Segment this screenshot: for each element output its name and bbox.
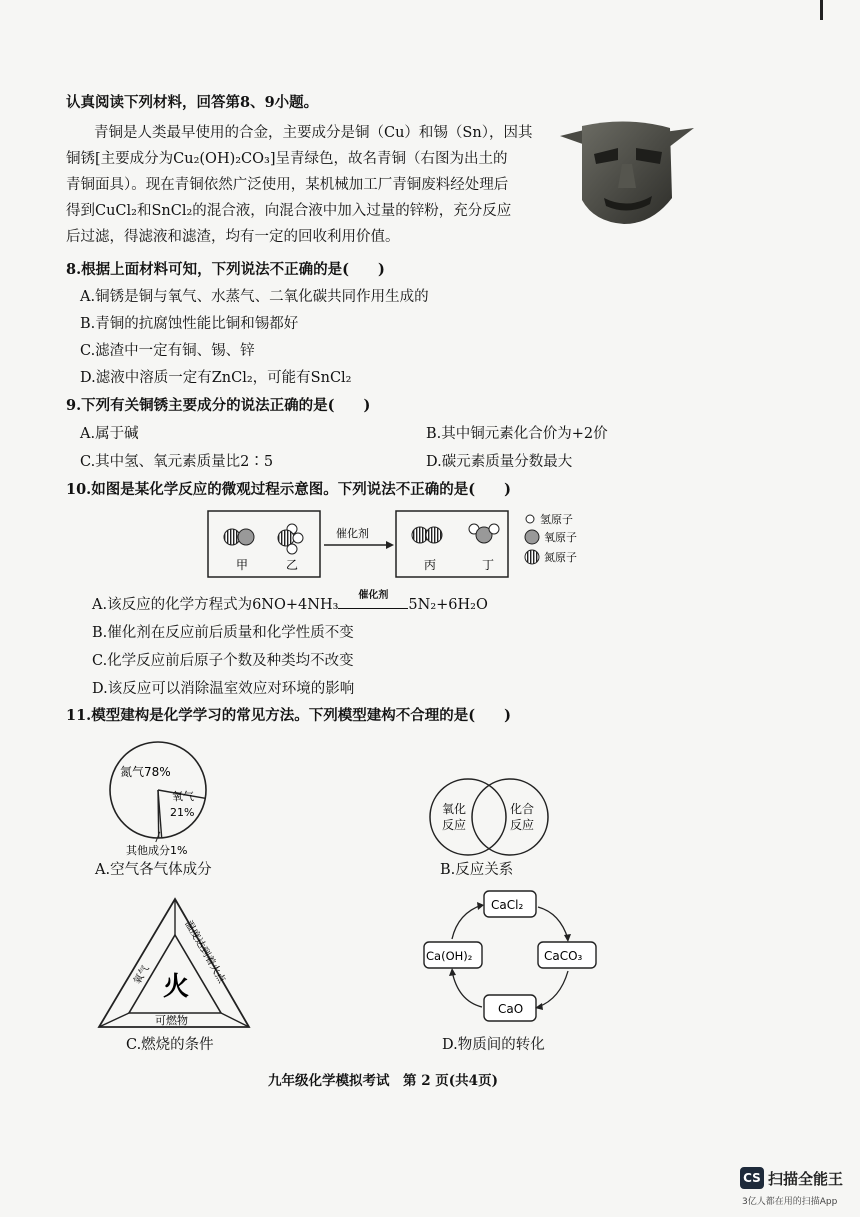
label-ding: 丁 [482, 558, 495, 572]
reaction-micro-diagram [200, 505, 670, 585]
legend-nitrogen: 氮原子 [544, 551, 577, 564]
venn-left-line1: 氧化 [442, 802, 467, 816]
q10-a-condition-line [338, 608, 408, 609]
pie-label-oxygen-name: 氧气 [172, 790, 194, 803]
label-bing: 丙 [424, 558, 437, 572]
q10-option-c: C.化学反应前后原子个数及种类均不改变 [92, 653, 354, 669]
q11-stem: 11.模型建构是化学学习的常见方法。下列模型建构不合理的是( ) [66, 707, 511, 724]
scan-edge-mark [820, 0, 823, 20]
q10-option-b: B.催化剂在反应前后质量和化学性质不变 [92, 625, 354, 641]
reaction-venn-diagram [420, 775, 560, 860]
pie-label-nitrogen: 氮气78% [120, 765, 171, 779]
q10-option-a [92, 590, 488, 616]
page-footer: 九年级化学模拟考试 第 2 页(共4页) [268, 1073, 498, 1089]
label-yi: 乙 [286, 558, 299, 572]
triangle-center-fire: 火 [163, 972, 190, 1002]
reading-para-line-4: 得到CuCl₂和SnCl₂的混合液，向混合液中加入过量的锌粉，充分反应 [66, 203, 512, 219]
air-composition-pie [100, 738, 250, 856]
legend-oxygen: 氧原子 [544, 531, 577, 544]
catalyst-label: 催化剂 [336, 527, 369, 540]
camscanner-tagline: 3亿人都在用的扫描App [742, 1197, 838, 1207]
venn-right-line2: 反应 [510, 818, 535, 832]
legend-hydrogen: 氢原子 [540, 513, 573, 526]
pie-divider-3 [158, 790, 159, 838]
q8-option-a: A.铜锈是铜与氧气、水蒸气、二氧化碳共同作用生成的 [80, 289, 429, 305]
triangle-right-temperature: 温度达到着火点 [182, 919, 227, 986]
caption-c: C.燃烧的条件 [126, 1037, 214, 1053]
bronze-mask-image [552, 118, 702, 228]
q8-option-b: B.青铜的抗腐蚀性能比铜和锡都好 [80, 316, 299, 332]
q10-option-a-prefix: A.该反应的化学方程式为6NO+4NH₃ [92, 597, 339, 613]
cycle-top-cacl2: CaCl₂ [491, 898, 524, 912]
q9-option-b: B.其中铜元素化合价为+2价 [426, 426, 608, 442]
cycle-left-caoh2: Ca(OH)₂ [426, 949, 473, 963]
reading-para-line-5: 后过滤，得滤液和滤渣，均有一定的回收利用价值。 [66, 229, 400, 245]
camscanner-logo-icon: CS [740, 1167, 764, 1189]
combustion-triangle [95, 895, 255, 1031]
caption-b: B.反应关系 [440, 862, 514, 878]
cycle-right-caco3: CaCO₃ [544, 949, 583, 963]
reading-para-line-3: 青铜面具）。现在青铜依然广泛使用，某机械加工厂青铜废料经处理后 [66, 177, 509, 193]
reactants-box [208, 511, 320, 577]
q9-option-d: D.碳元素质量分数最大 [426, 454, 573, 470]
q10-option-a-suffix: 5N₂+6H₂O [408, 597, 488, 613]
q10-option-a-condition [338, 590, 408, 609]
q9-option-a: A.属于碱 [80, 426, 139, 442]
reading-para-line-2: 铜锈[主要成分为Cu₂(OH)₂CO₃]呈青绿色，故名青铜（右图为出土的 [66, 151, 508, 167]
triangle-left-oxygen: 氧气 [132, 963, 152, 987]
venn-right-line1: 化合 [510, 802, 535, 816]
q9-option-c: C.其中氢、氧元素质量比2∶5 [80, 454, 274, 470]
q8-option-d: D.滤液中溶质一定有ZnCl₂，可能有SnCl₂ [80, 370, 352, 386]
reading-heading: 认真阅读下列材料，回答第8、9小题。 [66, 94, 319, 111]
q9-stem: 9.下列有关铜锈主要成分的说法正确的是( ) [66, 397, 371, 414]
pie-label-oxygen-value: 21% [170, 806, 195, 819]
label-jia: 甲 [236, 558, 249, 572]
caption-a: A.空气各气体成分 [95, 862, 212, 878]
triangle-bottom-fuel: 可燃物 [155, 1014, 188, 1027]
q10-a-condition-text: 催化剂 [358, 590, 389, 601]
cycle-bottom-cao: CaO [498, 1002, 524, 1016]
q8-option-c: C.滤渣中一定有铜、锡、锌 [80, 343, 255, 359]
camscanner-name: 扫描全能王 [768, 1170, 844, 1188]
q10-stem: 10.如图是某化学反应的微观过程示意图。下列说法不正确的是( ) [66, 481, 511, 498]
q8-stem: 8.根据上面材料可知，下列说法不正确的是( ) [66, 261, 385, 278]
reading-para-line-1: 青铜是人类最早使用的合金，主要成分是铜（Cu）和锡（Sn），因其 [94, 125, 533, 141]
caption-d: D.物质间的转化 [442, 1037, 545, 1053]
q10-option-d: D.该反应可以消除温室效应对环境的影响 [92, 681, 355, 697]
venn-left-line2: 反应 [442, 818, 467, 832]
calcium-conversion-cycle [420, 885, 600, 1030]
pie-label-other: 其他成分1% [126, 844, 188, 856]
